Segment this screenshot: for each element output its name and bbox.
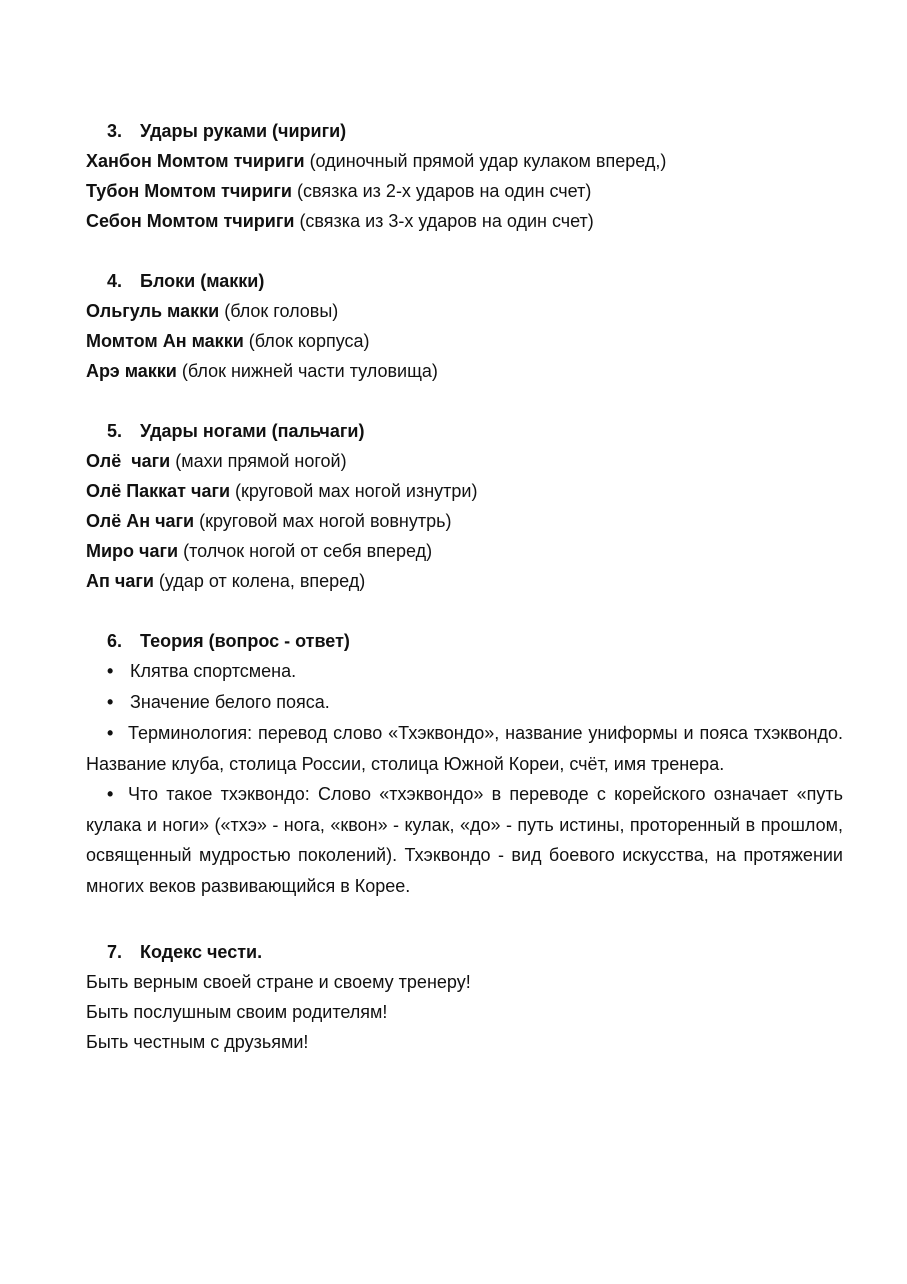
section-number: 7. bbox=[107, 942, 123, 962]
term-line bbox=[86, 506, 843, 536]
bullet-item bbox=[86, 656, 843, 687]
section-title: Теория (вопрос - ответ) bbox=[140, 631, 350, 651]
bullet-text: Клятва спортсмена. bbox=[130, 661, 297, 681]
spacer bbox=[86, 901, 843, 937]
section-kicks bbox=[86, 416, 843, 596]
section-heading bbox=[86, 116, 843, 146]
term-line bbox=[86, 446, 843, 476]
term-description: (круговой мах ногой вовнутрь) bbox=[194, 511, 452, 531]
term-line bbox=[86, 356, 843, 386]
spacer bbox=[86, 596, 843, 626]
term: Олё Паккат чаги bbox=[86, 481, 231, 501]
term-line bbox=[86, 176, 843, 206]
term-description: (одиночный прямой удар кулаком вперед,) bbox=[304, 151, 667, 171]
section-number: 4. bbox=[107, 271, 123, 291]
bullet-item bbox=[86, 779, 843, 901]
term: Ольгуль макки bbox=[86, 301, 220, 321]
term-line bbox=[86, 206, 843, 236]
term-description: (махи прямой ногой) bbox=[170, 451, 347, 471]
term: Момтом Ан макки bbox=[86, 331, 244, 351]
term-line bbox=[86, 536, 843, 566]
bullet-text: Значение белого пояса. bbox=[130, 692, 330, 712]
term-line bbox=[86, 566, 843, 596]
term: Миро чаги bbox=[86, 541, 179, 561]
section-heading bbox=[86, 416, 843, 446]
section-title: Удары ногами (пальчаги) bbox=[140, 421, 365, 441]
bullet-text: Терминология: перевод слово «Тхэквондо», название униформы и пояса тхэквондо. Название клуба, столица России, столица Южной Кореи, счёт, имя тренера. bbox=[86, 723, 843, 774]
section-punches bbox=[86, 116, 843, 236]
term: Арэ макки bbox=[86, 361, 177, 381]
section-number: 3. bbox=[107, 121, 123, 141]
section-number: 6. bbox=[107, 631, 123, 651]
term-line bbox=[86, 326, 843, 356]
term-line bbox=[86, 296, 843, 326]
code-line: Быть послушным своим родителям! bbox=[86, 1002, 388, 1022]
bullet-dot: • bbox=[107, 784, 114, 804]
term-description: (блок нижней части туловища) bbox=[176, 361, 438, 381]
code-line: Быть честным с друзьями! bbox=[86, 1032, 309, 1052]
bullet-item bbox=[86, 718, 843, 779]
bullet-dot: • bbox=[107, 661, 114, 681]
section-heading bbox=[86, 937, 843, 967]
term-line bbox=[86, 146, 843, 176]
term-description: (удар от колена, вперед) bbox=[153, 571, 366, 591]
section-number: 5. bbox=[107, 421, 123, 441]
bullet-dot: • bbox=[107, 723, 114, 743]
term-description: (круговой мах ногой изнутри) bbox=[230, 481, 478, 501]
term-description: (толчок ногой от себя вперед) bbox=[178, 541, 433, 561]
term-description: (связка из 3-х ударов на один счет) bbox=[294, 211, 594, 231]
term: Ханбон Момтом тчириги bbox=[86, 151, 305, 171]
term: Олё Ан чаги bbox=[86, 511, 195, 531]
term-description: (связка из 2-х ударов на один счет) bbox=[291, 181, 592, 201]
term: Олё чаги bbox=[86, 451, 171, 471]
section-title: Кодекс чести. bbox=[140, 942, 263, 962]
section-heading bbox=[86, 626, 843, 656]
section-title: Удары руками (чириги) bbox=[140, 121, 347, 141]
code-line: Быть верным своей стране и своему тренеру! bbox=[86, 972, 471, 992]
term: Себон Момтом тчириги bbox=[86, 211, 295, 231]
bullet-dot: • bbox=[107, 692, 114, 712]
section-title: Блоки (макки) bbox=[140, 271, 265, 291]
spacer bbox=[86, 386, 843, 416]
bullet-text: Что такое тхэквондо: Слово «тхэквондо» в переводе с корейского означает «путь кулака и ноги» («тхэ» - нога, «квон» - кулак, «до» - путь истины, проторенный в прошлом, освященный мудростью поколений). Тхэквондо - вид боевого искусства, на протяжении многих веков развивающийся в Корее. bbox=[86, 784, 843, 896]
term-line bbox=[86, 476, 843, 506]
section-blocks bbox=[86, 266, 843, 386]
term-description: (блок корпуса) bbox=[243, 331, 370, 351]
spacer bbox=[86, 236, 843, 266]
section-theory bbox=[86, 626, 843, 901]
term: Тубон Момтом тчириги bbox=[86, 181, 292, 201]
term: Ап чаги bbox=[86, 571, 154, 591]
section-code-of-honor bbox=[86, 937, 843, 1057]
term-description: (блок головы) bbox=[219, 301, 339, 321]
document-page bbox=[86, 116, 843, 1057]
section-heading bbox=[86, 266, 843, 296]
bullet-item bbox=[86, 687, 843, 718]
